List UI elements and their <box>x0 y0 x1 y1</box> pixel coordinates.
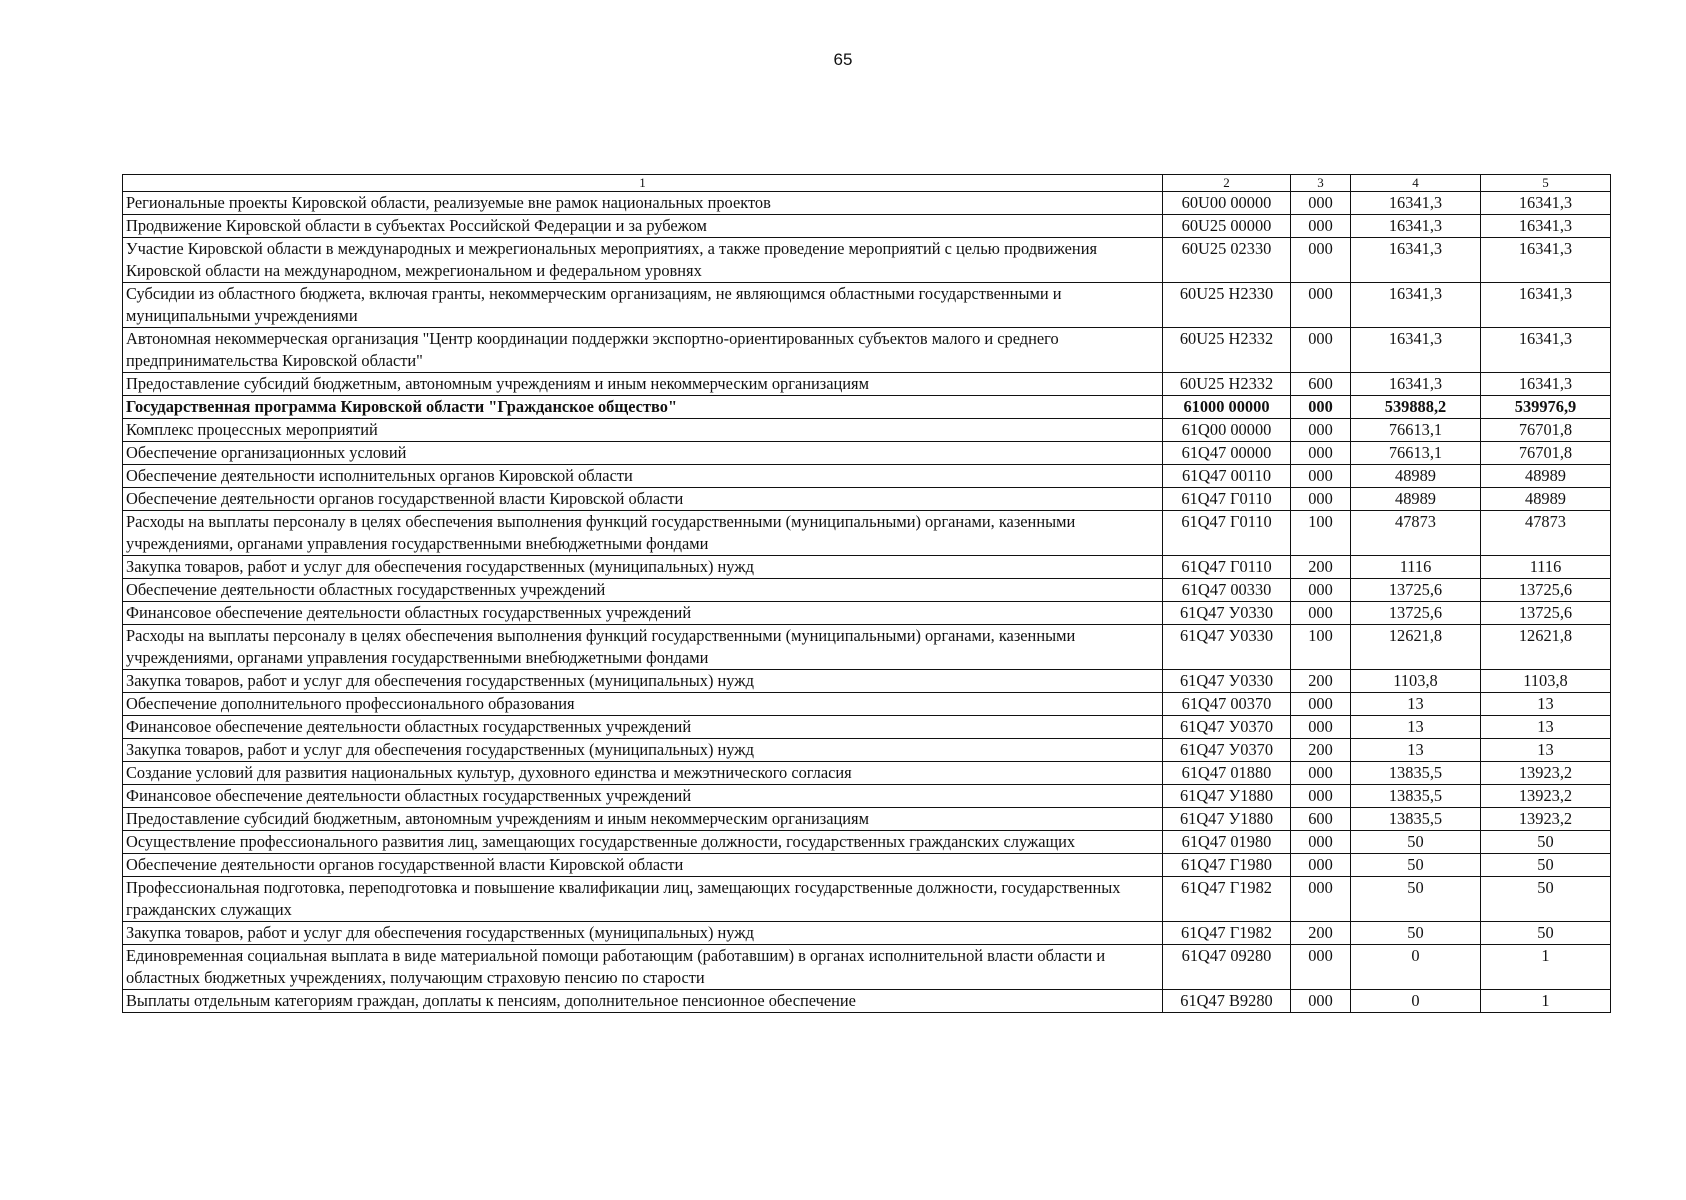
row-value-year-2: 50 <box>1481 831 1611 854</box>
row-expense-type: 000 <box>1291 465 1351 488</box>
row-value-year-2: 50 <box>1481 922 1611 945</box>
table-row <box>123 328 1611 373</box>
row-value-year-2: 76701,8 <box>1481 419 1611 442</box>
row-value-year-2: 13725,6 <box>1481 602 1611 625</box>
row-name: Государственная программа Кировской области "Гражданское общество" <box>123 396 1163 419</box>
row-expense-type: 000 <box>1291 854 1351 877</box>
table-row <box>123 192 1611 215</box>
row-name: Субсидии из областного бюджета, включая гранты, некоммерческим организациям, не являющимся областными государственными и муниципальными учреждениями <box>123 283 1163 328</box>
row-value-year-1: 0 <box>1351 990 1481 1013</box>
table-row <box>123 831 1611 854</box>
row-value-year-2: 16341,3 <box>1481 283 1611 328</box>
row-expense-type: 000 <box>1291 238 1351 283</box>
page-number: 65 <box>833 50 853 69</box>
row-name: Финансовое обеспечение деятельности областных государственных учреждений <box>123 785 1163 808</box>
row-value-year-1: 16341,3 <box>1351 238 1481 283</box>
table-row <box>123 922 1611 945</box>
row-value-year-2: 13923,2 <box>1481 808 1611 831</box>
row-value-year-2: 16341,3 <box>1481 192 1611 215</box>
row-name: Расходы на выплаты персоналу в целях обеспечения выполнения функций государственными (муниципальными) органами, казенными учреждениями, органами управления государственными внебюджетными фондами <box>123 511 1163 556</box>
header-col-1: 1 <box>123 175 1163 192</box>
row-name: Обеспечение деятельности органов государственной власти Кировской области <box>123 854 1163 877</box>
row-value-year-2: 13 <box>1481 716 1611 739</box>
table-header-row <box>123 175 1611 192</box>
row-value-year-1: 16341,3 <box>1351 215 1481 238</box>
table-row <box>123 854 1611 877</box>
table-row <box>123 215 1611 238</box>
row-value-year-1: 50 <box>1351 877 1481 922</box>
row-value-year-2: 50 <box>1481 877 1611 922</box>
table-row <box>123 238 1611 283</box>
header-col-2: 2 <box>1163 175 1291 192</box>
row-value-year-1: 1103,8 <box>1351 670 1481 693</box>
row-name: Финансовое обеспечение деятельности областных государственных учреждений <box>123 716 1163 739</box>
row-value-year-2: 48989 <box>1481 465 1611 488</box>
row-code: 60U25 Н2332 <box>1163 328 1291 373</box>
table-row <box>123 579 1611 602</box>
table-body <box>123 192 1611 1013</box>
table-row <box>123 990 1611 1013</box>
table-row <box>123 602 1611 625</box>
row-expense-type: 000 <box>1291 283 1351 328</box>
row-value-year-1: 76613,1 <box>1351 442 1481 465</box>
row-expense-type: 000 <box>1291 785 1351 808</box>
table-row <box>123 419 1611 442</box>
row-expense-type: 100 <box>1291 625 1351 670</box>
row-code: 61Q47 00370 <box>1163 693 1291 716</box>
row-value-year-2: 1116 <box>1481 556 1611 579</box>
row-name: Единовременная социальная выплата в виде материальной помощи работающим (работавшим) в органах исполнительной власти области и областных бюджетных учреждениях, получающим страховую пенсию по старости <box>123 945 1163 990</box>
row-value-year-1: 1116 <box>1351 556 1481 579</box>
row-name: Закупка товаров, работ и услуг для обеспечения государственных (муниципальных) нужд <box>123 739 1163 762</box>
row-value-year-1: 13725,6 <box>1351 579 1481 602</box>
table-row <box>123 625 1611 670</box>
row-value-year-1: 13 <box>1351 693 1481 716</box>
row-name: Закупка товаров, работ и услуг для обеспечения государственных (муниципальных) нужд <box>123 670 1163 693</box>
row-value-year-2: 16341,3 <box>1481 328 1611 373</box>
row-name: Финансовое обеспечение деятельности областных государственных учреждений <box>123 602 1163 625</box>
row-code: 61Q47 Г1980 <box>1163 854 1291 877</box>
row-code: 61Q47 00110 <box>1163 465 1291 488</box>
header-col-5: 5 <box>1481 175 1611 192</box>
row-name: Расходы на выплаты персоналу в целях обеспечения выполнения функций государственными (муниципальными) органами, казенными учреждениями, органами управления государственными внебюджетными фондами <box>123 625 1163 670</box>
row-value-year-2: 50 <box>1481 854 1611 877</box>
row-code: 61Q47 У0330 <box>1163 602 1291 625</box>
row-expense-type: 200 <box>1291 922 1351 945</box>
row-value-year-2: 13923,2 <box>1481 785 1611 808</box>
row-value-year-1: 16341,3 <box>1351 283 1481 328</box>
row-expense-type: 200 <box>1291 670 1351 693</box>
row-name: Предоставление субсидий бюджетным, автономным учреждениям и иным некоммерческим организациям <box>123 808 1163 831</box>
row-value-year-2: 16341,3 <box>1481 238 1611 283</box>
row-expense-type: 000 <box>1291 602 1351 625</box>
row-value-year-2: 1 <box>1481 990 1611 1013</box>
table-row <box>123 739 1611 762</box>
budget-table <box>122 174 1611 1013</box>
table-row <box>123 465 1611 488</box>
row-code: 61Q47 В9280 <box>1163 990 1291 1013</box>
row-expense-type: 000 <box>1291 396 1351 419</box>
row-value-year-1: 48989 <box>1351 488 1481 511</box>
table-row <box>123 283 1611 328</box>
row-value-year-1: 13835,5 <box>1351 762 1481 785</box>
row-expense-type: 000 <box>1291 442 1351 465</box>
row-code: 60U25 00000 <box>1163 215 1291 238</box>
row-name: Обеспечение организационных условий <box>123 442 1163 465</box>
row-name: Региональные проекты Кировской области, реализуемые вне рамок национальных проектов <box>123 192 1163 215</box>
row-expense-type: 600 <box>1291 808 1351 831</box>
row-value-year-1: 48989 <box>1351 465 1481 488</box>
row-code: 61Q47 Г1982 <box>1163 922 1291 945</box>
row-expense-type: 000 <box>1291 877 1351 922</box>
row-value-year-1: 539888,2 <box>1351 396 1481 419</box>
row-value-year-2: 539976,9 <box>1481 396 1611 419</box>
row-expense-type: 000 <box>1291 192 1351 215</box>
table-row <box>123 442 1611 465</box>
row-value-year-2: 13923,2 <box>1481 762 1611 785</box>
table-row <box>123 945 1611 990</box>
row-name: Профессиональная подготовка, переподготовка и повышение квалификации лиц, замещающих государственные должности, государственных гражданских служащих <box>123 877 1163 922</box>
row-code: 61Q47 00000 <box>1163 442 1291 465</box>
row-expense-type: 000 <box>1291 693 1351 716</box>
row-expense-type: 100 <box>1291 511 1351 556</box>
row-value-year-1: 0 <box>1351 945 1481 990</box>
row-code: 61Q47 У0370 <box>1163 739 1291 762</box>
row-value-year-2: 1 <box>1481 945 1611 990</box>
table-row <box>123 373 1611 396</box>
row-code: 60U25 02330 <box>1163 238 1291 283</box>
row-name: Закупка товаров, работ и услуг для обеспечения государственных (муниципальных) нужд <box>123 556 1163 579</box>
row-value-year-1: 13 <box>1351 716 1481 739</box>
row-value-year-2: 16341,3 <box>1481 215 1611 238</box>
table-row <box>123 556 1611 579</box>
table-row <box>123 396 1611 419</box>
row-value-year-1: 13 <box>1351 739 1481 762</box>
row-code: 61Q47 У0330 <box>1163 670 1291 693</box>
row-expense-type: 000 <box>1291 716 1351 739</box>
row-name: Обеспечение деятельности исполнительных органов Кировской области <box>123 465 1163 488</box>
row-expense-type: 200 <box>1291 739 1351 762</box>
row-name: Предоставление субсидий бюджетным, автономным учреждениям и иным некоммерческим организациям <box>123 373 1163 396</box>
row-value-year-1: 13835,5 <box>1351 808 1481 831</box>
row-value-year-2: 13 <box>1481 739 1611 762</box>
row-name: Осуществление профессионального развития лиц, замещающих государственные должности, государственных гражданских служащих <box>123 831 1163 854</box>
row-name: Обеспечение деятельности органов государственной власти Кировской области <box>123 488 1163 511</box>
row-name: Закупка товаров, работ и услуг для обеспечения государственных (муниципальных) нужд <box>123 922 1163 945</box>
row-code: 61Q47 00330 <box>1163 579 1291 602</box>
row-code: 61Q47 09280 <box>1163 945 1291 990</box>
row-name: Продвижение Кировской области в субъектах Российской Федерации и за рубежом <box>123 215 1163 238</box>
row-code: 60U25 Н2332 <box>1163 373 1291 396</box>
header-col-3: 3 <box>1291 175 1351 192</box>
row-expense-type: 000 <box>1291 831 1351 854</box>
row-code: 61Q47 Г0110 <box>1163 511 1291 556</box>
row-code: 61Q47 Г0110 <box>1163 556 1291 579</box>
row-expense-type: 000 <box>1291 762 1351 785</box>
table-row <box>123 808 1611 831</box>
row-value-year-1: 13835,5 <box>1351 785 1481 808</box>
row-code: 61Q00 00000 <box>1163 419 1291 442</box>
row-name: Выплаты отдельным категориям граждан, доплаты к пенсиям, дополнительное пенсионное обеспечение <box>123 990 1163 1013</box>
row-value-year-2: 48989 <box>1481 488 1611 511</box>
table-row <box>123 762 1611 785</box>
row-value-year-1: 12621,8 <box>1351 625 1481 670</box>
row-code: 61Q47 У0330 <box>1163 625 1291 670</box>
row-expense-type: 000 <box>1291 215 1351 238</box>
row-code: 61000 00000 <box>1163 396 1291 419</box>
row-expense-type: 000 <box>1291 488 1351 511</box>
row-value-year-2: 13 <box>1481 693 1611 716</box>
table-row <box>123 693 1611 716</box>
row-expense-type: 000 <box>1291 579 1351 602</box>
row-code: 61Q47 01980 <box>1163 831 1291 854</box>
row-expense-type: 000 <box>1291 419 1351 442</box>
row-value-year-1: 50 <box>1351 854 1481 877</box>
row-code: 61Q47 01880 <box>1163 762 1291 785</box>
row-value-year-1: 50 <box>1351 831 1481 854</box>
row-expense-type: 000 <box>1291 328 1351 373</box>
row-code: 61Q47 Г0110 <box>1163 488 1291 511</box>
row-value-year-1: 13725,6 <box>1351 602 1481 625</box>
table-row <box>123 511 1611 556</box>
row-value-year-1: 16341,3 <box>1351 373 1481 396</box>
row-value-year-1: 76613,1 <box>1351 419 1481 442</box>
row-name: Обеспечение дополнительного профессионального образования <box>123 693 1163 716</box>
row-expense-type: 000 <box>1291 945 1351 990</box>
row-value-year-2: 12621,8 <box>1481 625 1611 670</box>
header-col-4: 4 <box>1351 175 1481 192</box>
row-code: 60U25 Н2330 <box>1163 283 1291 328</box>
row-name: Участие Кировской области в международных и межрегиональных мероприятиях, а также проведение мероприятий с целью продвижения Кировской области на международном, межрегиональном и федеральном уровнях <box>123 238 1163 283</box>
row-expense-type: 600 <box>1291 373 1351 396</box>
row-value-year-2: 16341,3 <box>1481 373 1611 396</box>
row-code: 61Q47 У1880 <box>1163 785 1291 808</box>
row-value-year-1: 50 <box>1351 922 1481 945</box>
row-value-year-1: 16341,3 <box>1351 328 1481 373</box>
table-row <box>123 488 1611 511</box>
row-value-year-1: 16341,3 <box>1351 192 1481 215</box>
table-row <box>123 670 1611 693</box>
row-name: Обеспечение деятельности областных государственных учреждений <box>123 579 1163 602</box>
row-expense-type: 200 <box>1291 556 1351 579</box>
row-value-year-2: 1103,8 <box>1481 670 1611 693</box>
row-name: Комплекс процессных мероприятий <box>123 419 1163 442</box>
table-row <box>123 716 1611 739</box>
row-expense-type: 000 <box>1291 990 1351 1013</box>
row-code: 61Q47 У0370 <box>1163 716 1291 739</box>
row-code: 60U00 00000 <box>1163 192 1291 215</box>
row-name: Создание условий для развития национальных культур, духовного единства и межэтнического согласия <box>123 762 1163 785</box>
row-code: 61Q47 Г1982 <box>1163 877 1291 922</box>
row-code: 61Q47 У1880 <box>1163 808 1291 831</box>
row-value-year-2: 13725,6 <box>1481 579 1611 602</box>
row-value-year-2: 76701,8 <box>1481 442 1611 465</box>
row-name: Автономная некоммерческая организация "Центр координации поддержки экспортно-ориентированных субъектов малого и среднего предпринимательства Кировской области" <box>123 328 1163 373</box>
table-row <box>123 785 1611 808</box>
row-value-year-1: 47873 <box>1351 511 1481 556</box>
row-value-year-2: 47873 <box>1481 511 1611 556</box>
table-row <box>123 877 1611 922</box>
